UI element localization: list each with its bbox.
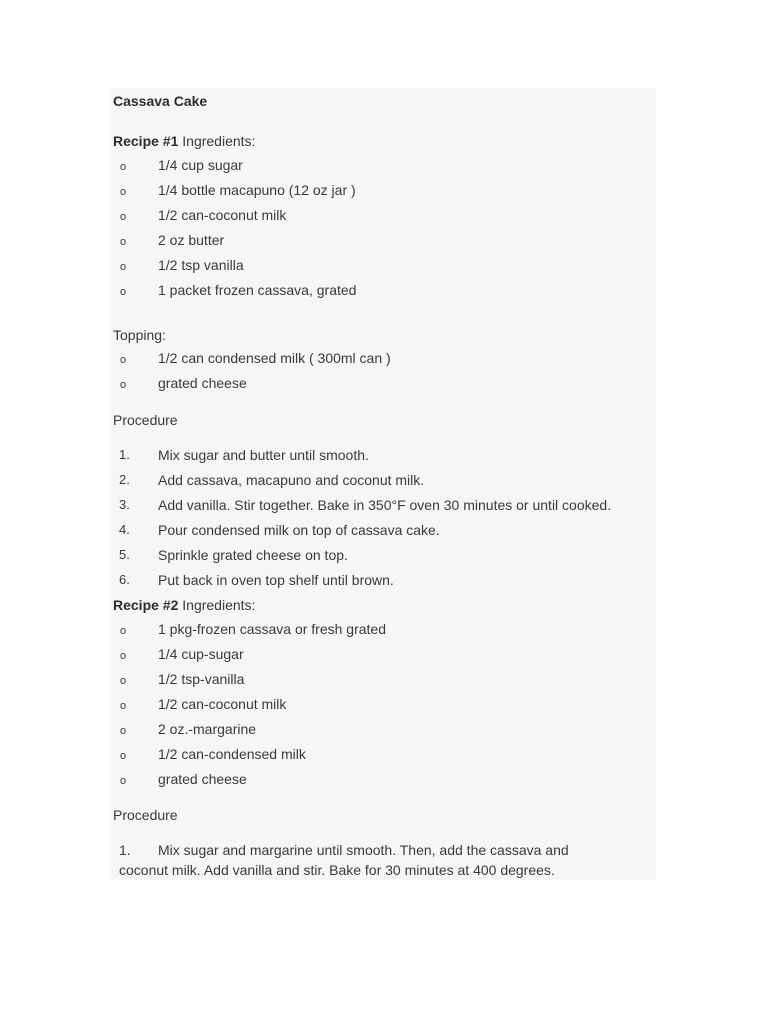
recipe2-label: Recipe #2 <box>113 597 179 613</box>
recipe1-heading <box>113 132 255 150</box>
ingredient-text: 1/2 can-coconut milk <box>158 207 287 223</box>
recipe-document <box>110 88 656 880</box>
bullet-icon: o <box>120 261 127 273</box>
topping-text: 1/2 can condensed milk ( 300ml can ) <box>158 350 391 366</box>
bullet-icon: o <box>120 750 127 762</box>
bullet-icon: o <box>120 161 127 173</box>
bullet-icon: o <box>120 675 127 687</box>
ingredient-text: 2 oz.-margarine <box>158 721 257 737</box>
ingredient-text: 1 pkg-frozen cassava or fresh grated <box>158 621 387 637</box>
step-number: 4. <box>119 522 130 537</box>
step-text: Pour condensed milk on top of cassava cake. <box>158 522 440 538</box>
recipe2-ingredients-label: Ingredients: <box>178 597 256 613</box>
step-text: Add vanilla. Stir together. Bake in 350°F oven 30 minutes or until cooked. <box>158 497 612 513</box>
ingredient-text: 1/4 cup-sugar <box>158 646 244 662</box>
bullet-icon: o <box>120 379 127 391</box>
ingredient-text: grated cheese <box>158 771 247 787</box>
bullet-icon: o <box>120 625 127 637</box>
step-number: 2. <box>119 472 130 487</box>
list-item <box>119 840 619 880</box>
step-text: Sprinkle grated cheese on top. <box>158 547 348 563</box>
step-number: 3. <box>119 497 130 512</box>
bullet-icon: o <box>120 725 127 737</box>
ingredient-text: 1 packet frozen cassava, grated <box>158 282 357 298</box>
bullet-icon: o <box>120 236 127 248</box>
step-text: Put back in oven top shelf until brown. <box>158 572 394 588</box>
bullet-icon: o <box>120 775 127 787</box>
procedure1-heading: Procedure <box>113 412 178 428</box>
recipe2-heading <box>113 596 255 614</box>
ingredient-text: 1/2 tsp-vanilla <box>158 671 245 687</box>
step-number: 5. <box>119 547 130 562</box>
ingredient-text: 1/4 bottle macapuno (12 oz jar ) <box>158 182 356 198</box>
topping-text: grated cheese <box>158 375 247 391</box>
ingredient-text: 1/2 tsp vanilla <box>158 257 244 273</box>
step-text: Mix sugar and margarine until smooth. Then, add the cassava and coconut milk. Add vanilla and stir. Bake for 30 minutes at 400 degrees. <box>119 842 569 878</box>
bullet-icon: o <box>120 650 127 662</box>
bullet-icon: o <box>120 354 127 366</box>
recipe1-label: Recipe #1 <box>113 133 179 149</box>
step-text: Add cassava, macapuno and coconut milk. <box>158 472 425 488</box>
bullet-icon: o <box>120 286 127 298</box>
bullet-icon: o <box>120 211 127 223</box>
ingredient-text: 1/2 can-coconut milk <box>158 696 287 712</box>
recipe1-ingredients-label: Ingredients: <box>178 133 256 149</box>
step-number: 1. <box>119 842 131 858</box>
step-number: 1. <box>119 447 130 462</box>
bullet-icon: o <box>120 700 127 712</box>
ingredient-text: 2 oz butter <box>158 232 225 248</box>
ingredient-text: 1/2 can-condensed milk <box>158 746 306 762</box>
ingredient-text: 1/4 cup sugar <box>158 157 243 173</box>
topping-heading: Topping: <box>113 327 166 343</box>
bullet-icon: o <box>120 186 127 198</box>
step-number: 6. <box>119 572 130 587</box>
page-title: Cassava Cake <box>113 93 208 109</box>
step-text: Mix sugar and butter until smooth. <box>158 447 369 463</box>
procedure2-heading: Procedure <box>113 807 178 823</box>
